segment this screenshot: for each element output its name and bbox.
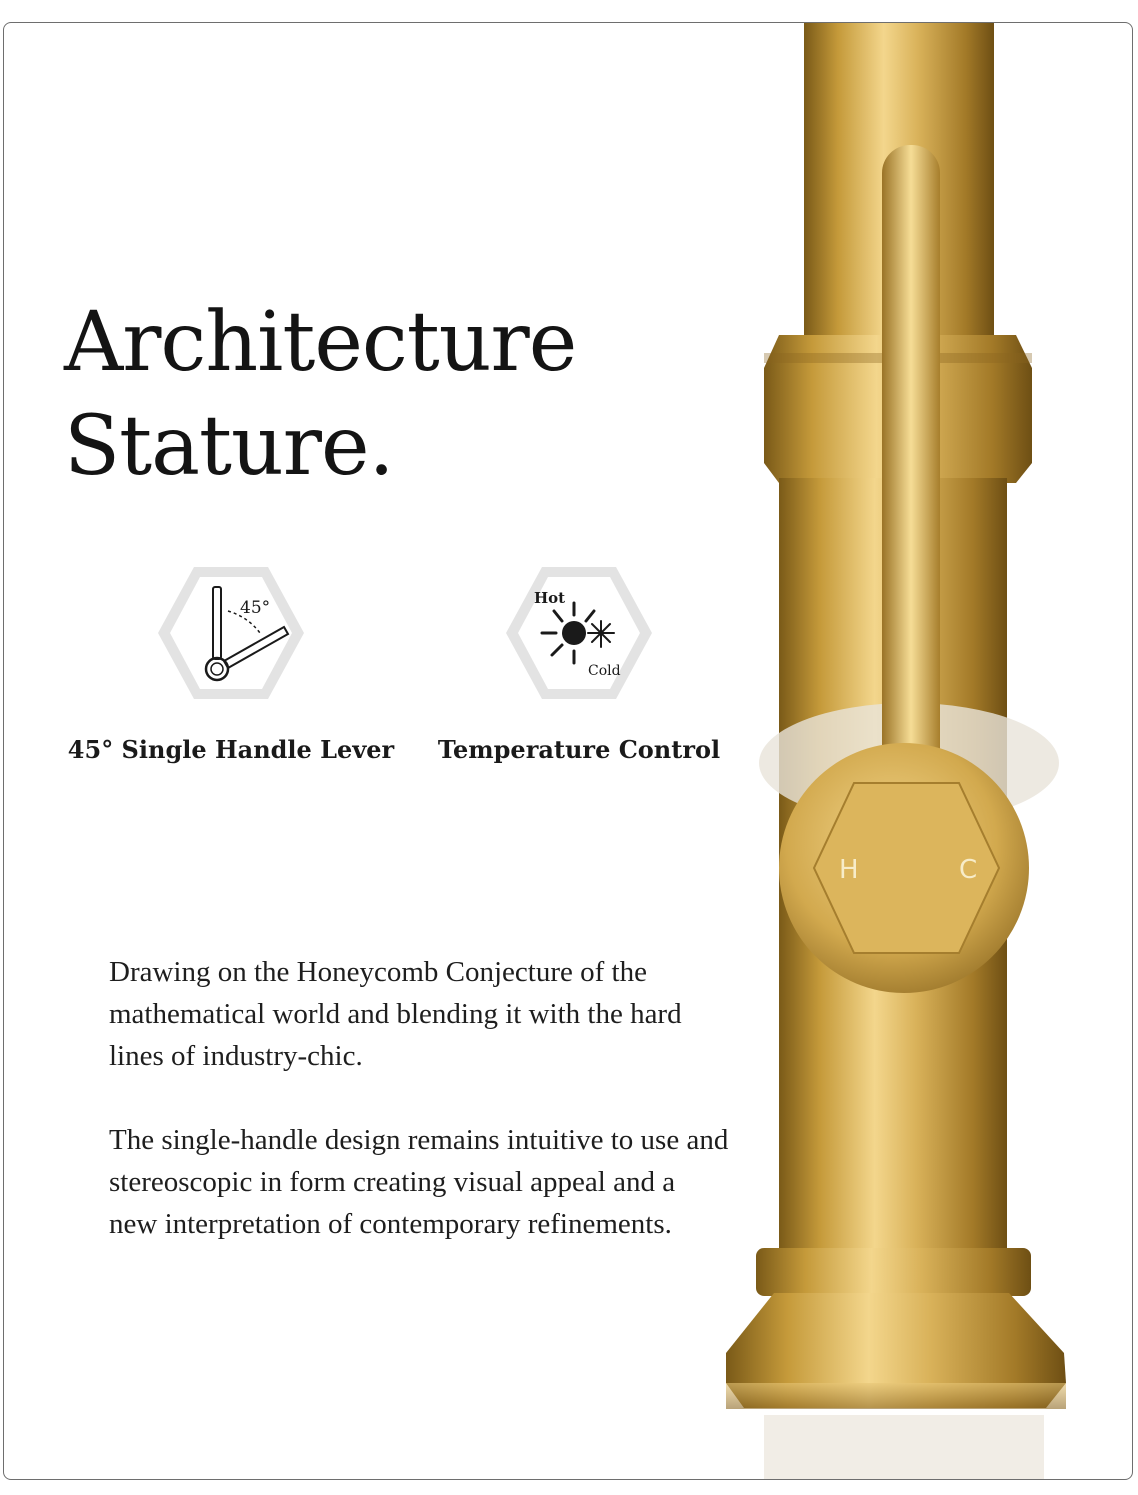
feature-temperature: [424, 565, 734, 764]
hot-mark: H: [839, 855, 859, 885]
product-card: [3, 22, 1133, 1480]
feature-temperature-label: Temperature Control: [437, 735, 721, 764]
faucet-image: [724, 23, 1133, 1480]
headline-line-1: Architecture: [64, 295, 577, 390]
description: [109, 951, 729, 1287]
headline-line-2: Stature.: [64, 399, 394, 494]
feature-lever-label: 45° Single Handle Lever: [67, 735, 395, 764]
headline: [64, 291, 576, 499]
hot-label: Hot: [534, 589, 566, 607]
lever-45-icon: [156, 565, 306, 701]
cold-mark: C: [959, 855, 978, 885]
description-paragraph-2: The single-handle design remains intuitive to use and stereoscopic in form creating visual appeal and a new interpretation of contemporary refinements.: [109, 1124, 729, 1240]
temperature-icon: [504, 565, 654, 701]
feature-lever: [66, 565, 396, 764]
description-paragraph-1: Drawing on the Honeycomb Conjecture of the mathematical world and blending it with the hard lines of industry-chic.: [109, 956, 682, 1072]
cold-label: Cold: [588, 663, 621, 679]
angle-label: 45°: [240, 598, 271, 618]
